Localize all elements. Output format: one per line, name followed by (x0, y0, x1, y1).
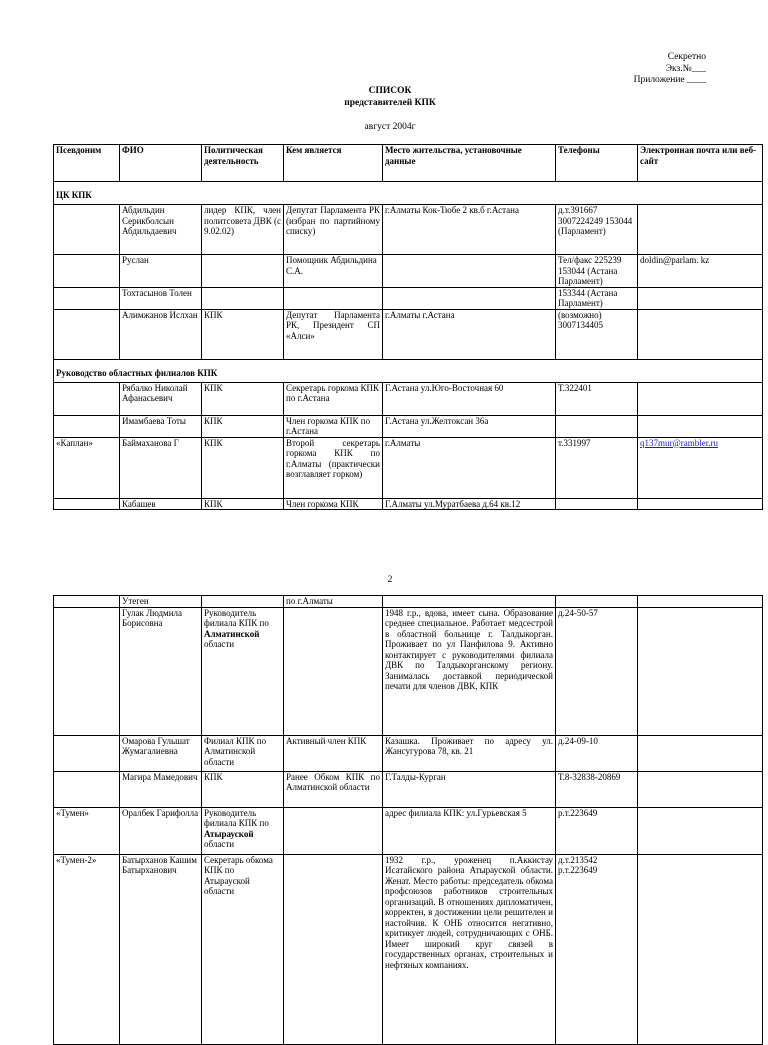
table-row (54, 415, 763, 437)
cell-email (638, 735, 763, 771)
cell-phones: Т.322401 (556, 382, 638, 415)
header-political: Политическая деятельность (202, 145, 284, 182)
header-residence: Место жительства, установочные данные (383, 145, 556, 182)
table-row (54, 498, 763, 510)
cell-email (638, 415, 763, 437)
cell-residence: Г.Астана ул.Юго-Восточная 60 (383, 382, 556, 415)
section-row (54, 359, 763, 382)
cell-position: Секретарь горкома КПК по г.Астана (284, 382, 383, 415)
header-fio: ФИО (120, 145, 202, 182)
cell-fio: Омарова Гульшат Жумагалиевна (120, 735, 202, 771)
cell-political: Секретарь обкома КПК по Атырауской области (202, 854, 284, 1044)
cell-residence: г.Алматы Кок-Тюбе 2 кв.б г.Астана (383, 205, 556, 255)
cell-position (284, 607, 383, 735)
header-phones: Телефоны (556, 145, 638, 182)
cell-fio: Оралбек Гарифолла (120, 807, 202, 854)
cell-position: Ранее Обком КПК по Алматинской области (284, 771, 383, 807)
cell-alias (54, 287, 120, 309)
cell-fio: Баймаханова Г (120, 437, 202, 498)
cell-phones: (возможно) 3007134405 (556, 309, 638, 359)
table-row (54, 771, 763, 807)
cell-position: Депутат Парламента РК (избран по партийному списку) (284, 205, 383, 255)
header-alias: Псевдоним (54, 145, 120, 182)
cell-alias (54, 382, 120, 415)
cell-phones: р.т.223649 (556, 807, 638, 854)
table-row (54, 382, 763, 415)
document-title: СПИСОК (368, 86, 412, 96)
cell-phones: д.т.213542 р.т.223649 (556, 854, 638, 1044)
cell-phones: Т.8-32838-20869 (556, 771, 638, 807)
cell-political (202, 607, 284, 735)
section-title-ck: ЦК КПК (54, 182, 763, 205)
cell-email: doldin@parlam. kz (638, 255, 763, 288)
cell-position: Член горкома КПК по г.Астана (284, 415, 383, 437)
stamp-appendix: Приложение ____ (633, 75, 706, 85)
cell-alias: «Тумен» (54, 807, 120, 854)
table-row (54, 287, 763, 309)
cell-alias (54, 498, 120, 510)
cell-fio: Алимжанов Ислхан (120, 309, 202, 359)
cell-residence (383, 255, 556, 288)
cell-political: КПК (202, 771, 284, 807)
cell-alias: «Каплан» (54, 437, 120, 498)
page-number: 2 (387, 575, 393, 585)
cell-residence: г.Алматы г.Астана (383, 309, 556, 359)
cell-alias (54, 607, 120, 735)
cell-alias (54, 771, 120, 807)
cell-position: по г.Алматы (284, 596, 383, 608)
cell-fio: Тохтасынов Толен (120, 287, 202, 309)
cell-email (638, 382, 763, 415)
cell-political: КПК (202, 415, 284, 437)
cell-position (284, 287, 383, 309)
cell-political: КПК (202, 382, 284, 415)
cell-alias: «Тумен-2» (54, 854, 120, 1044)
cell-fio: Утеген (120, 596, 202, 608)
cell-phones: 153344 (Астана Парламент) (556, 287, 638, 309)
cell-residence: Казашка. Проживает по адресу ул. Жансугурова 78, кв. 21 (383, 735, 556, 771)
cell-fio: Абдильдин Серикболсын Абдильдаевич (120, 205, 202, 255)
cell-position: Член горкома КПК (284, 498, 383, 510)
cell-fio: Гулак Людмила Борисовна (120, 607, 202, 735)
cell-position: Помощник Абдильдина С.А. (284, 255, 383, 288)
header-email: Электронная почта или веб-сайт (638, 145, 763, 182)
cell-position: Второй секретарь горкома КПК по г.Алматы (практически возглавляет горком) (284, 437, 383, 498)
cell-alias (54, 309, 120, 359)
table-row (54, 437, 763, 498)
table-header-row (54, 145, 763, 182)
cell-fio: Рябалко Николай Афанасьевич (120, 382, 202, 415)
cell-phones: д.24-50-57 (556, 607, 638, 735)
cell-residence: Г.Алматы ул.Муратбаева д.64 кв.12 (383, 498, 556, 510)
cell-residence (383, 596, 556, 608)
cell-phones (556, 415, 638, 437)
cell-email (638, 309, 763, 359)
political-suffix: области (204, 639, 235, 649)
cell-phones: Тел/факс 225239 153044 (Астана Парламент) (556, 255, 638, 288)
cell-political: КПК (202, 309, 284, 359)
cell-email (638, 607, 763, 735)
cell-phones (556, 498, 638, 510)
cell-email (638, 498, 763, 510)
cell-email (638, 807, 763, 854)
stamp-secret: Секретно (667, 52, 706, 62)
political-region: Алматинской (204, 628, 260, 639)
members-table (53, 144, 763, 510)
header-position: Кем является (284, 145, 383, 182)
political-region: Атырауской (204, 828, 254, 839)
cell-fio: Магира Мамедович (120, 771, 202, 807)
cell-residence: Г.Астана ул.Желтоксан 36а (383, 415, 556, 437)
cell-alias (54, 596, 120, 608)
cell-position: Активный член КПК (284, 735, 383, 771)
email-link[interactable]: q137mur@rambler.ru (640, 437, 719, 448)
cell-email (638, 854, 763, 1044)
cell-residence (383, 287, 556, 309)
cell-residence: г.Алматы (383, 437, 556, 498)
cell-residence: Г.Талды-Курган (383, 771, 556, 807)
cell-fio: Кабашев (120, 498, 202, 510)
stamp-copy-number: Экз.№___ (665, 63, 706, 74)
cell-residence: адрес филиала КПК: ул.Гурьевская 5 (383, 807, 556, 854)
cell-position (284, 807, 383, 854)
cell-alias (54, 415, 120, 437)
cell-residence: 1948 г.р., вдова, имеет сына. Образование среднее специальное. Работает медсестрой в областной больнице г. Талдыкорган. Проживает по ул Панфилова 9. Активно контактирует с руководителями филиала ДВК по Талдыкорганскому региону. Занималась доставкой периодической печати для членов ДВК, КПК (383, 607, 556, 735)
cell-position: Депутат Парламента РК, Президент СП «Алси» (284, 309, 383, 359)
document-date: август 2004г (364, 122, 416, 132)
cell-political: КПК (202, 498, 284, 510)
cell-phones: д.24-09-10 (556, 735, 638, 771)
political-text: Руководитель филиала КПК по (204, 607, 269, 628)
political-suffix: области (204, 839, 235, 849)
secrecy-stamp (634, 52, 706, 87)
section-row (54, 182, 763, 205)
table-row (54, 255, 763, 288)
table-row (54, 596, 763, 608)
cell-political (202, 807, 284, 854)
cell-alias (54, 205, 120, 255)
cell-email (638, 771, 763, 807)
table-row (54, 854, 763, 1044)
cell-phones: д.т.391667 3007224249 153044 (Парламент) (556, 205, 638, 255)
cell-residence: 1932 г.р., уроженец п.Аккистау Исатайского района Атырауской области. Женат. Место работы: председатель обкома профсоюзов работников строительных организаций. В отношениях дипломатичен, корректен, в достижении цели решителен и настойчив. К ОНБ относится негативно, критикует людей, сотрудничающих с ОНБ. Имеет широкий круг связей в государственных органах, строительных и нефтяных компаниях. (383, 854, 556, 1044)
cell-political: КПК (202, 437, 284, 498)
cell-political: Филиал КПК по Алматинской области (202, 735, 284, 771)
political-text: Руководитель филиала КПК по (204, 807, 269, 828)
cell-email (638, 205, 763, 255)
cell-email (638, 287, 763, 309)
table-row (54, 607, 763, 735)
table-row (54, 205, 763, 255)
document-subtitle: представителей КПК (344, 98, 436, 108)
table-row (54, 309, 763, 359)
cell-political (202, 287, 284, 309)
table-row (54, 735, 763, 771)
cell-political (202, 596, 284, 608)
table-row (54, 807, 763, 854)
section-title-regional: Руководство областных филиалов КПК (54, 359, 763, 382)
cell-fio: Имамбаева Тоты (120, 415, 202, 437)
members-table-continued (53, 595, 763, 1045)
cell-position (284, 854, 383, 1044)
cell-political: лидер КПК, член политсовета ДВК (с 9.02.02) (202, 205, 284, 255)
cell-alias (54, 735, 120, 771)
cell-political (202, 255, 284, 288)
cell-phones: т.331997 (556, 437, 638, 498)
cell-fio: Руслан (120, 255, 202, 288)
cell-email (638, 596, 763, 608)
cell-phones (556, 596, 638, 608)
cell-fio: Батырханов Кашим Батырханович (120, 854, 202, 1044)
cell-alias (54, 255, 120, 288)
